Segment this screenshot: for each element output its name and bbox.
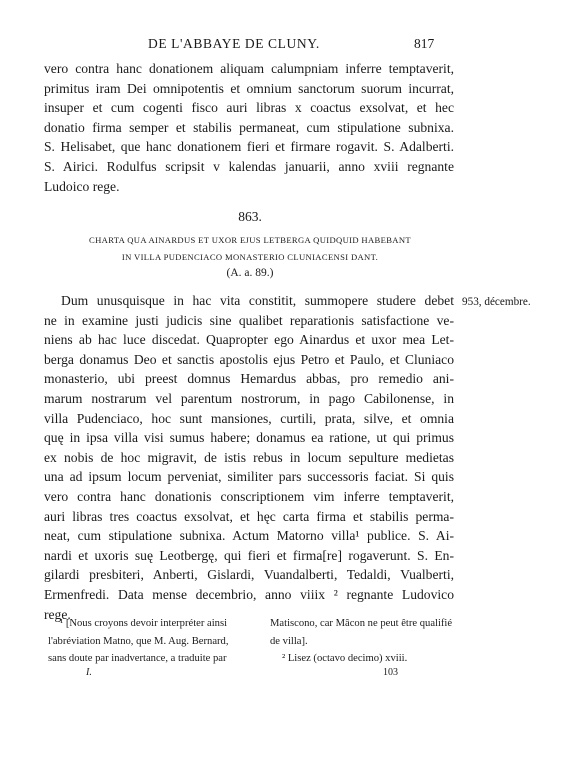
footnote-line: de villa]. bbox=[270, 635, 308, 647]
text-line: gilardi presbiteri, Anberti, Gislardi, Vuandalberti, Tedaldi, Vualberti, bbox=[44, 567, 454, 583]
text-line: auri libras tres coactus exsolvat, et hęc carta firma et stabilis perma- bbox=[44, 508, 454, 524]
running-head bbox=[0, 36, 565, 56]
charter-title-line: CHARTA QUA AINARDUS ET UXOR EJUS LETBERGA QUIDQUID HABEBANT bbox=[89, 235, 411, 245]
charter-date: (A. a. 89.) bbox=[226, 267, 274, 279]
text-line: niens ab hac luce discedat. Quapropter ego Ainardus et uxor mea Let- bbox=[44, 332, 454, 348]
signature-mark-left: I. bbox=[86, 667, 92, 678]
margin-date-note: 953, décembre. bbox=[462, 296, 531, 308]
text-line: rege. bbox=[44, 606, 71, 622]
text-line: Ludoico rege. bbox=[44, 178, 120, 194]
charter-text bbox=[44, 291, 454, 624]
text-line: primitus iram Dei omnipotentis et omnium sanctorum suorum incurrat, bbox=[44, 80, 454, 96]
text-line: donatio firma semper et stabilis permaneat, cum stipulatione subnixa. bbox=[44, 119, 454, 135]
text-line: nardi et uxoris suę Leotbergę, qui fieri et firma[re] rogaverunt. S. En- bbox=[44, 547, 454, 563]
text-line: ex nobis de hoc migravit, de istis rebus in locum sepulture medietas bbox=[44, 449, 454, 465]
running-title: DE L'ABBAYE DE CLUNY. bbox=[148, 36, 320, 51]
footnote-line: l'abréviation Matno, que M. Aug. Bernard, bbox=[48, 635, 229, 647]
text-line: S. Airici. Rodulfus scripsit v kalendas januarii, anno xviii regnante bbox=[44, 158, 454, 174]
text-line: monasterio, ubi preest domnus Hemardus abbas, pro remedio ani- bbox=[44, 371, 454, 387]
text-line: vero contra hanc donationis conscriptionem vim inferre temptaverit, bbox=[44, 488, 454, 504]
text-line: villa Pudenciaco, hoc sunt mansiones, curtili, prata, silve, et omnia bbox=[44, 410, 454, 426]
text-line: ne in examine justi judicis sine qualibet reparationis satisfactione ve- bbox=[44, 312, 454, 328]
footnotes-right-column bbox=[270, 615, 466, 668]
text-line: Dum unusquisque in hac vita constitit, summopere studere debet bbox=[61, 293, 454, 308]
text-line: marum nostrarum vel parentum nostrorum, in pago Cabilonense, in bbox=[44, 390, 454, 406]
footnote-line: ¹ [Nous croyons devoir interpréter ainsi bbox=[60, 618, 228, 629]
charter-title bbox=[60, 232, 440, 266]
charter-number: 863. bbox=[238, 209, 262, 224]
text-line: Ermenfredi. Data mense decembrio, anno viiix ² regnante Ludovico bbox=[44, 586, 454, 602]
text-line: S. Helisabet, que hanc donationem fieri et firmare rogavit. S. Adalberti. bbox=[44, 139, 454, 155]
footnote-line: Matiscono, car Mâcon ne peut être qualifié bbox=[270, 618, 453, 629]
text-line: quę in ipsa villa visi sumus habere; donamus ea ratione, ut qui primus bbox=[44, 430, 454, 446]
text-line: insuper et cum cogenti fisco auri libras x coactus exsolvat, et hec bbox=[44, 100, 454, 116]
footnote-line: ² Lisez (octavo decimo) xviii. bbox=[282, 653, 408, 664]
footnote-line: sans doute par inadvertance, a traduite par bbox=[48, 653, 227, 664]
text-line: una ad ipsum locum perveniat, similiter pars successoris faciat. Si quis bbox=[44, 469, 454, 485]
text-line: berga donamus Deo et sanctis apostolis ejus Petro et Paulo, et Cluniaco bbox=[44, 351, 454, 367]
text-line: neat, cum stipulatione subnixa. Actum Matorno villa¹ publice. S. Ai- bbox=[44, 528, 454, 544]
page-number: 817 bbox=[414, 36, 435, 51]
signature-mark-right: 103 bbox=[383, 667, 398, 678]
charter-title-line: IN VILLA PUDENCIACO MONASTERIO CLUNIACENSI DANT. bbox=[121, 252, 379, 262]
footnotes-left-column bbox=[48, 615, 244, 668]
text-line: vero contra hanc donationem aliquam calumpniam inferre temptaverit, bbox=[44, 61, 454, 76]
previous-charter-ending bbox=[44, 59, 454, 196]
